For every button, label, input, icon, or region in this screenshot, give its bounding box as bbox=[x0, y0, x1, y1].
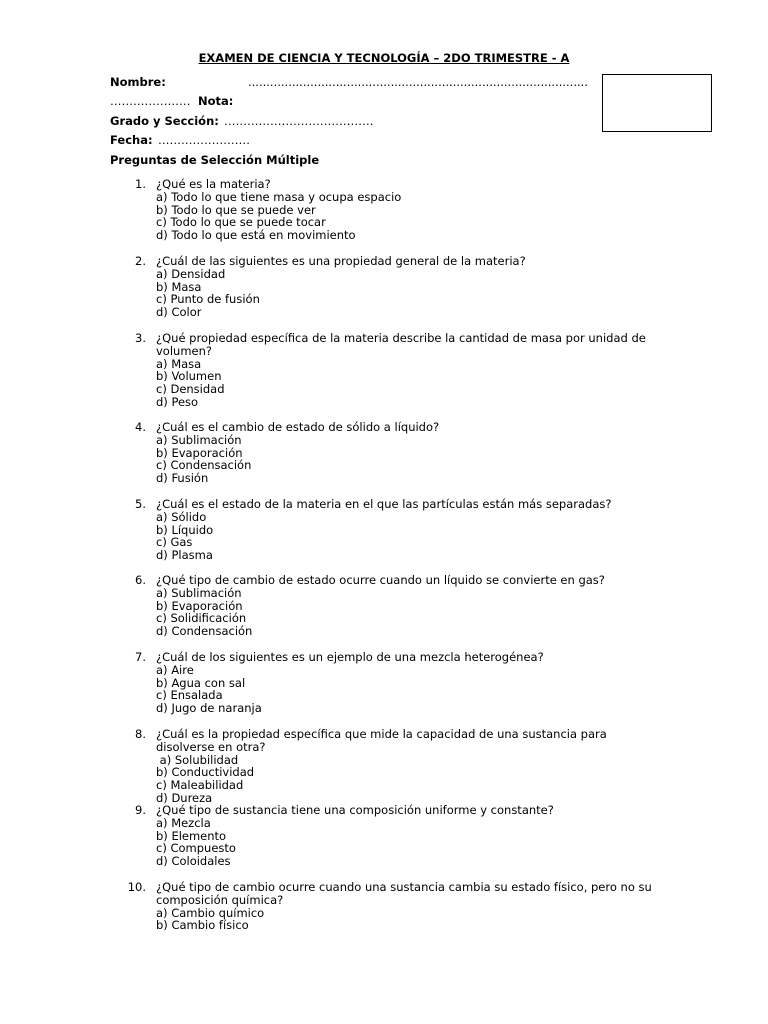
question-text: ¿Qué propiedad específica de la materia describe la cantidad de masa por unidad de volumen? bbox=[156, 331, 646, 358]
name-label: Nombre: bbox=[110, 75, 166, 89]
question-number: 4. bbox=[135, 420, 146, 434]
question-number: 5. bbox=[135, 497, 146, 511]
option-c: c) Compuesto bbox=[156, 841, 236, 856]
question-text: ¿Qué tipo de cambio ocurre cuando una sustancia cambia su estado físico, pero no su composición química? bbox=[156, 880, 652, 907]
option-b: b) Agua con sal bbox=[156, 675, 246, 690]
nota-box bbox=[602, 74, 712, 132]
option-c: c) Punto de fusión bbox=[156, 292, 260, 307]
option-d: d) Dureza bbox=[156, 790, 213, 805]
option-d: d) Plasma bbox=[156, 548, 213, 563]
option-a: a) Mezcla bbox=[156, 815, 211, 830]
option-d: d) Condensación bbox=[156, 624, 253, 639]
date-dots: …………………… bbox=[158, 133, 250, 147]
option-a: a) Solubilidad bbox=[156, 752, 239, 767]
option-c: c) Todo lo que se puede tocar bbox=[156, 215, 326, 230]
option-c: c) Condensación bbox=[156, 458, 252, 473]
option-c: c) Densidad bbox=[156, 382, 225, 397]
option-a: a) Todo lo que tiene masa y ocupa espacio bbox=[156, 189, 402, 204]
option-a: a) Densidad bbox=[156, 266, 226, 281]
option-a: a) Cambio químico bbox=[156, 905, 265, 920]
question-number: 6. bbox=[135, 573, 146, 587]
option-b: b) Conductividad bbox=[156, 765, 255, 780]
grade-dots: ………………………………… bbox=[224, 114, 374, 128]
option-a: a) Sublimación bbox=[156, 432, 242, 447]
option-b: b) Evaporación bbox=[156, 598, 243, 613]
question-number: 10. bbox=[127, 880, 146, 894]
nota-dots: ………………… bbox=[110, 94, 191, 108]
question-text: ¿Cuál es la propiedad específica que mide la capacidad de una sustancia para disolverse en otra? bbox=[156, 727, 607, 754]
name-dots: ............................................................................................. bbox=[248, 75, 588, 89]
option-d: d) Color bbox=[156, 305, 202, 320]
option-b: b) Elemento bbox=[156, 828, 227, 843]
question-number: 7. bbox=[135, 650, 146, 664]
question-number: 8. bbox=[135, 727, 146, 741]
question-text: ¿Cuál de las siguientes es una propiedad general de la materia? bbox=[156, 254, 526, 268]
nota-label: Nota: bbox=[198, 94, 234, 108]
option-d: d) Jugo de naranja bbox=[156, 701, 262, 716]
date-label: Fecha: bbox=[110, 133, 153, 147]
option-b: b) Masa bbox=[156, 279, 202, 294]
option-a: a) Aire bbox=[156, 662, 194, 677]
option-c: c) Solidificación bbox=[156, 611, 247, 626]
question-number: 1. bbox=[135, 177, 146, 191]
option-c: c) Maleabilidad bbox=[156, 778, 244, 793]
option-b: b) Líquido bbox=[156, 522, 214, 537]
question-text: ¿Qué tipo de cambio de estado ocurre cuando un líquido se convierte en gas? bbox=[156, 573, 605, 587]
question-number: 9. bbox=[135, 803, 146, 817]
option-d: d) Peso bbox=[156, 394, 199, 409]
option-d: d) Fusión bbox=[156, 471, 209, 486]
option-a: a) Sólido bbox=[156, 509, 207, 524]
question-number: 2. bbox=[135, 254, 146, 268]
option-b: b) Todo lo que se puede ver bbox=[156, 202, 316, 217]
option-d: d) Coloidales bbox=[156, 854, 231, 869]
question-text: ¿Qué es la materia? bbox=[156, 177, 271, 191]
option-b: b) Cambio físico bbox=[156, 918, 249, 933]
section-title: Preguntas de Selección Múltiple bbox=[110, 153, 320, 167]
question-text: ¿Qué tipo de sustancia tiene una composición uniforme y constante? bbox=[156, 803, 554, 817]
question-text: ¿Cuál es el estado de la materia en el que las partículas están más separadas? bbox=[156, 497, 612, 511]
exam-title: EXAMEN DE CIENCIA Y TECNOLOGÍA – 2DO TRIMESTRE - A bbox=[198, 51, 570, 65]
option-b: b) Evaporación bbox=[156, 445, 243, 460]
option-d: d) Todo lo que está en movimiento bbox=[156, 228, 356, 243]
grade-label: Grado y Sección: bbox=[110, 114, 219, 128]
option-a: a) Sublimación bbox=[156, 585, 242, 600]
option-c: c) Gas bbox=[156, 535, 193, 550]
question-number: 3. bbox=[135, 331, 146, 345]
option-b: b) Volumen bbox=[156, 369, 222, 384]
question-text: ¿Cuál de los siguientes es un ejemplo de una mezcla heterogénea? bbox=[156, 650, 544, 664]
question-text: ¿Cuál es el cambio de estado de sólido a líquido? bbox=[156, 420, 440, 434]
option-c: c) Ensalada bbox=[156, 688, 223, 703]
option-a: a) Masa bbox=[156, 356, 202, 371]
